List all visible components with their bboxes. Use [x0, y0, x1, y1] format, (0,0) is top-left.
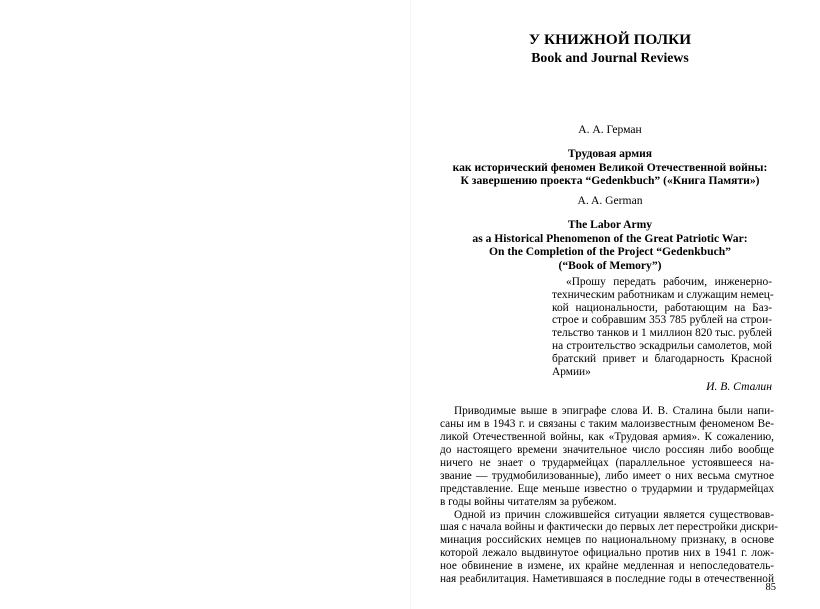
section-heading-ru: У КНИЖНОЙ ПОЛКИ: [528, 31, 692, 48]
epigraph: [552, 276, 772, 378]
body-line: Одной из причин сложившейся ситуации является существовав-: [454, 508, 774, 521]
body-line: звание — трудмобилизованные), либо имеет о них весьма смутное: [440, 469, 774, 482]
body-line: которой лежало выдвинутое официально против них в 1941 г. лож-: [440, 547, 774, 560]
title-line: К завершению проекта “Gedenkbuch” («Книга Памяти»): [460, 174, 760, 188]
epigraph-line: братский привет и благодарность Красной: [552, 352, 772, 365]
body-line: минация российских немцев по национальному признаку, в основе: [440, 534, 774, 547]
body-line: шая с начала войны и фактически до первых лет перестройки дискри-: [440, 521, 779, 534]
title-line: Трудовая армия: [567, 147, 653, 160]
epigraph-line: строе и собравшим 353 785 рублей на строи-: [552, 314, 772, 327]
title-line: The Labor Army: [567, 218, 653, 231]
epigraph-line: техническим работникам и служащим немец-: [552, 288, 774, 301]
body-line: ликой Отечественной войны, как «Трудовая армия». К сожалению,: [440, 430, 774, 443]
epigraph-line: тельство танков и 1 миллион 820 тыс. рублей: [552, 327, 772, 340]
section-heading-en: Book and Journal Reviews: [531, 50, 689, 65]
epigraph-line: кой национальности, работающим на Баз-: [552, 301, 772, 314]
title-line: как исторический феномен Великой Отечественной войны:: [452, 160, 768, 174]
body-line: ное обвинение в измене, их крайне медленная и непоследователь-: [440, 560, 774, 573]
page-number: 85: [765, 582, 776, 593]
article-title-ru: [436, 147, 784, 188]
body-line: в годы войны читателям за рубежом.: [440, 495, 617, 508]
epigraph-line: Армии»: [552, 365, 591, 378]
author-en: A. A. German: [577, 194, 643, 207]
body-line: саны им в 1943 г. и связаны с таким малоизвестным феноменом Ве-: [440, 417, 774, 430]
article-title-en: [436, 218, 784, 272]
epigraph-line: «Прошу передать рабочим, инженерно-: [566, 276, 772, 288]
body-line: ная реабилитация. Наметившаяся в последние годы в отечественной: [440, 573, 774, 586]
right-page: [436, 0, 784, 609]
body-line: Приводимые выше в эпиграфе слова И. В. Сталина были напи-: [454, 405, 774, 417]
body-line: ничего не знает о трудармейцах (параллельное устоявшееся на-: [440, 456, 774, 469]
author-ru: А. А. Герман: [578, 123, 642, 136]
epigraph-author: И. В. Сталин: [706, 380, 772, 393]
epigraph-line: на строительство эскадрильи самолетов, мой: [552, 339, 772, 352]
body-text: [440, 405, 779, 586]
title-line: On the Completion of the Project “Gedenkbuch”: [489, 245, 731, 259]
body-line: представление. Еще меньше известно о трудармии и трудармейцах: [440, 482, 774, 495]
body-line: до настоящего времени значительное число россиян либо вообще: [440, 443, 774, 456]
title-line: (“Book of Memory”): [558, 258, 662, 272]
title-line: as a Historical Phenomenon of the Great Patriotic War:: [472, 231, 748, 245]
spread-divider: [410, 0, 411, 609]
